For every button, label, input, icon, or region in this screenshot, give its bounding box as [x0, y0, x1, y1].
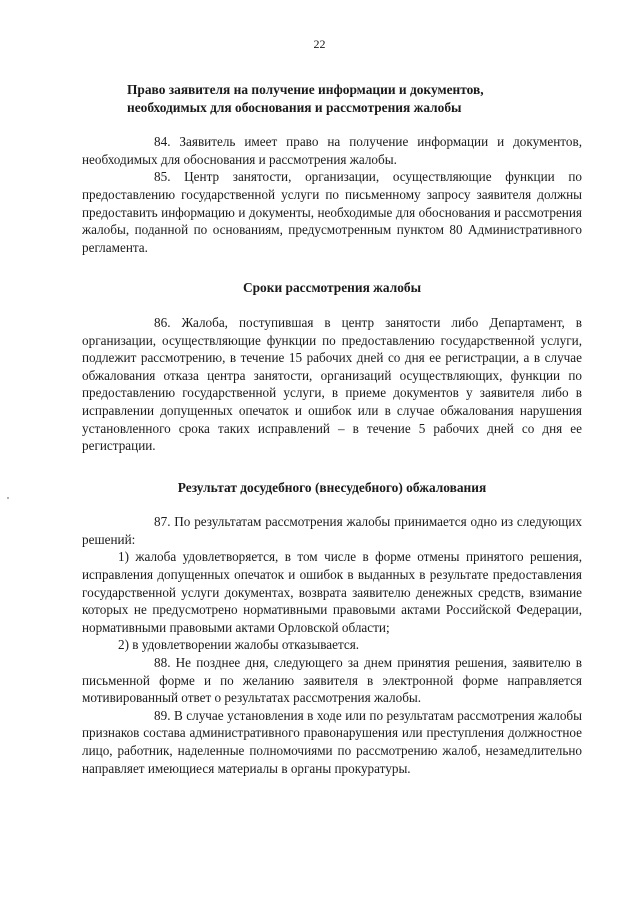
paragraph-85 [82, 168, 582, 256]
paragraph-number: 88. [154, 655, 171, 671]
list-item-2: 2) в удовлетворении жалобы отказывается. [118, 637, 360, 653]
heading-line: необходимых для обоснования и рассмотрения жалобы [127, 99, 462, 115]
paragraph-text: Жалоба, поступившая в центр занятости либо Департамент, в организации, осуществляющие функции по предоставлению государственной услуги, подлежит рассмотрению, в течение 15 рабочих дней со дня ее регистрации, а в случае обжалования отказа центра занятости, организаций осуществляющих, функции по предоставлению государственной услуги, в приеме документов у заявителя либо в исправлении допущенных опечаток и ошибок или в случае обжалования нарушения установленного срока таких исправлений – в течение 5 рабочих дней со дня ее регистрации. [82, 314, 583, 454]
paragraph-86 [82, 314, 582, 455]
paragraph-number: 85. [154, 169, 171, 185]
paragraph-number: 84. [154, 134, 171, 150]
section-heading-terms: Сроки рассмотрения жалобы [242, 280, 422, 296]
paragraph-text: Не позднее дня, следующего за днем принятия решения, заявителю в письменной форме и по желанию заявителя в электронной форме направляется мотивированный ответ о результатах рассмотрения жалобы. [82, 655, 583, 706]
list-item-1: 1) жалоба удовлетворяется, в том числе в форме отмены принятого решения, исправления допущенных опечаток и ошибок в выданных в результате предоставления государственной услуги документах, возврата заявителю денежных средств, взимание которых не предусмотрено нормативными правовыми актами Российской Федерации, нормативными правовыми актами Орловской области; [82, 549, 582, 635]
document-body [82, 81, 582, 777]
paragraph-text: Заявитель имеет право на получение информации и документов, необходимых для обоснования и рассмотрения жалобы. [82, 134, 582, 167]
scan-artifact [7, 497, 9, 499]
paragraph-text: В случае установления в ходе или по результатам рассмотрения жалобы признаков состава административного правонарушения или преступления должностное лицо, работник, наделенные полномочиями по рассмотрению жалоб, незамедлительно направляет имеющиеся материалы в органы прокуратуры. [82, 707, 583, 776]
paragraph-89 [82, 707, 582, 777]
paragraph-84 [82, 133, 582, 168]
paragraph-number: 86. [154, 314, 171, 330]
paragraph-number: 89. [154, 707, 171, 723]
page-number: 22 [313, 37, 326, 51]
paragraph-number: 87. [154, 514, 171, 530]
section-heading-rights [82, 81, 582, 116]
paragraph-88 [82, 654, 582, 707]
paragraph-87 [82, 513, 582, 548]
paragraph-text: Центр занятости, организации, осуществляющие функции по предоставлению государственной услуги по письменному запросу заявителя должны предоставить информацию и документы, необходимые для обоснования и рассмотрения жалобы, поданной по основаниям, предусмотренным пунктом 80 Административного регламента. [82, 169, 582, 255]
section-heading-result: Результат досудебного (внесудебного) обжалования [177, 479, 487, 495]
paragraph-text: По результатам рассмотрения жалобы принимается одно из следующих решений: [82, 514, 582, 547]
heading-line: Право заявителя на получение информации и документов, [127, 82, 484, 97]
